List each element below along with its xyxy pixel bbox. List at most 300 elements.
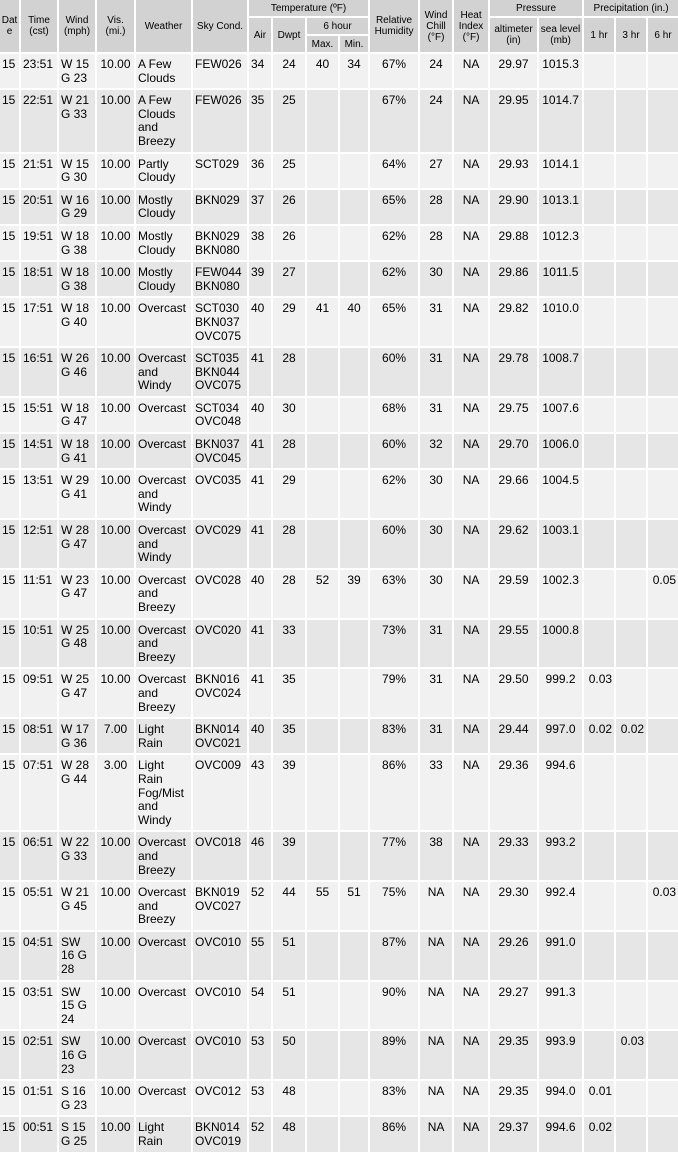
cell-altimeter: 29.88	[490, 226, 537, 260]
cell-sky-condition: BKN019 OVC027	[193, 882, 247, 930]
cell-sea-level: 991.3	[539, 982, 582, 1030]
header-sky-condition: Sky Cond.	[193, 0, 247, 52]
cell-air-temp: 43	[249, 755, 271, 830]
table-row	[0, 398, 678, 432]
cell-min-temp	[340, 755, 368, 830]
cell-wind: W 18 G 40	[59, 298, 95, 346]
cell-min-temp	[340, 932, 368, 980]
cell-time: 12:51	[21, 520, 57, 568]
cell-weather: Overcast and Breezy	[136, 832, 191, 880]
cell-precip-3hr	[616, 262, 646, 296]
cell-heat-index: NA	[454, 570, 488, 618]
cell-precip-6hr: 0.03	[648, 882, 678, 930]
header-pressure: Pressure	[490, 0, 582, 16]
cell-precip-3hr	[616, 154, 646, 188]
cell-precip-3hr: 0.02	[616, 719, 646, 753]
cell-air-temp: 35	[249, 90, 271, 151]
cell-date: 15	[0, 1081, 19, 1115]
cell-wind: W 15 G 23	[59, 54, 95, 88]
cell-max-temp	[307, 1081, 338, 1115]
cell-heat-index: NA	[454, 755, 488, 830]
cell-heat-index: NA	[454, 398, 488, 432]
cell-visibility: 10.00	[97, 298, 134, 346]
cell-sky-condition: OVC018	[193, 832, 247, 880]
cell-weather: Light Rain	[136, 719, 191, 753]
cell-wind: W 28 G 47	[59, 520, 95, 568]
cell-precip-3hr	[616, 298, 646, 346]
cell-dewpoint: 28	[273, 520, 305, 568]
cell-wind-chill: 31	[420, 398, 452, 432]
table-header	[0, 0, 678, 52]
cell-visibility: 10.00	[97, 190, 134, 224]
cell-precip-1hr	[584, 570, 614, 618]
cell-time: 17:51	[21, 298, 57, 346]
cell-dewpoint: 51	[273, 982, 305, 1030]
cell-air-temp: 54	[249, 982, 271, 1030]
cell-sky-condition: BKN016 OVC024	[193, 669, 247, 717]
cell-precip-1hr	[584, 832, 614, 880]
cell-precip-1hr	[584, 226, 614, 260]
cell-relative-humidity: 62%	[370, 262, 418, 296]
cell-sea-level: 1000.8	[539, 620, 582, 668]
cell-heat-index: NA	[454, 298, 488, 346]
cell-precip-6hr	[648, 1081, 678, 1115]
cell-air-temp: 52	[249, 1117, 271, 1151]
header-date: Date	[0, 0, 19, 52]
cell-dewpoint: 26	[273, 226, 305, 260]
cell-visibility: 10.00	[97, 154, 134, 188]
cell-time: 22:51	[21, 90, 57, 151]
cell-dewpoint: 48	[273, 1081, 305, 1115]
table-row	[0, 882, 678, 930]
cell-dewpoint: 33	[273, 620, 305, 668]
cell-sky-condition: BKN014 OVC021	[193, 719, 247, 753]
cell-altimeter: 29.66	[490, 470, 537, 518]
cell-time: 00:51	[21, 1117, 57, 1151]
cell-time: 04:51	[21, 932, 57, 980]
cell-precip-6hr	[648, 620, 678, 668]
cell-visibility: 10.00	[97, 434, 134, 468]
cell-weather: Overcast	[136, 398, 191, 432]
cell-precip-1hr	[584, 932, 614, 980]
cell-weather: Mostly Cloudy	[136, 226, 191, 260]
cell-wind-chill: 30	[420, 570, 452, 618]
cell-altimeter: 29.50	[490, 669, 537, 717]
cell-dewpoint: 29	[273, 470, 305, 518]
cell-wind-chill: NA	[420, 982, 452, 1030]
cell-sea-level: 1013.1	[539, 190, 582, 224]
cell-wind: W 25 G 47	[59, 669, 95, 717]
cell-precip-1hr	[584, 470, 614, 518]
cell-max-temp	[307, 719, 338, 753]
cell-altimeter: 29.35	[490, 1081, 537, 1115]
header-precipitation: Precipitation (in.)	[584, 0, 678, 16]
cell-sky-condition: SCT034 OVC048	[193, 398, 247, 432]
cell-wind: W 25 G 48	[59, 620, 95, 668]
cell-altimeter: 29.95	[490, 90, 537, 151]
cell-air-temp: 53	[249, 1081, 271, 1115]
header-time: Time (cst)	[21, 0, 57, 52]
cell-relative-humidity: 62%	[370, 470, 418, 518]
cell-max-temp: 40	[307, 54, 338, 88]
cell-air-temp: 40	[249, 719, 271, 753]
cell-min-temp: 39	[340, 570, 368, 618]
cell-heat-index: NA	[454, 982, 488, 1030]
cell-time: 03:51	[21, 982, 57, 1030]
cell-precip-3hr	[616, 932, 646, 980]
cell-dewpoint: 39	[273, 832, 305, 880]
cell-precip-3hr	[616, 570, 646, 618]
cell-relative-humidity: 83%	[370, 1081, 418, 1115]
cell-altimeter: 29.30	[490, 882, 537, 930]
cell-visibility: 10.00	[97, 1117, 134, 1151]
cell-sea-level: 1006.0	[539, 434, 582, 468]
cell-altimeter: 29.78	[490, 348, 537, 396]
cell-weather: Overcast and Breezy	[136, 570, 191, 618]
cell-heat-index: NA	[454, 54, 488, 88]
cell-max-temp	[307, 90, 338, 151]
cell-precip-1hr	[584, 190, 614, 224]
cell-relative-humidity: 86%	[370, 755, 418, 830]
cell-heat-index: NA	[454, 90, 488, 151]
table-row	[0, 755, 678, 830]
cell-precip-6hr	[648, 190, 678, 224]
cell-max-temp	[307, 832, 338, 880]
cell-precip-1hr	[584, 90, 614, 151]
cell-air-temp: 46	[249, 832, 271, 880]
cell-precip-3hr	[616, 1117, 646, 1151]
cell-heat-index: NA	[454, 190, 488, 224]
cell-wind-chill: 31	[420, 348, 452, 396]
cell-visibility: 10.00	[97, 570, 134, 618]
cell-min-temp	[340, 470, 368, 518]
cell-wind-chill: 31	[420, 620, 452, 668]
cell-wind: W 16 G 29	[59, 190, 95, 224]
header-dewpoint: Dwpt	[273, 18, 305, 52]
cell-wind-chill: 28	[420, 190, 452, 224]
cell-precip-6hr	[648, 262, 678, 296]
cell-precip-1hr	[584, 755, 614, 830]
cell-relative-humidity: 60%	[370, 348, 418, 396]
cell-sea-level: 1015.3	[539, 54, 582, 88]
cell-air-temp: 40	[249, 570, 271, 618]
cell-max-temp: 52	[307, 570, 338, 618]
cell-altimeter: 29.26	[490, 932, 537, 980]
cell-wind: SW 15 G 24	[59, 982, 95, 1030]
cell-max-temp	[307, 348, 338, 396]
cell-heat-index: NA	[454, 669, 488, 717]
cell-heat-index: NA	[454, 1031, 488, 1079]
cell-min-temp	[340, 190, 368, 224]
cell-date: 15	[0, 982, 19, 1030]
cell-wind-chill: 31	[420, 719, 452, 753]
header-precip-3hr: 3 hr	[616, 18, 646, 52]
cell-min-temp	[340, 719, 368, 753]
table-row	[0, 1031, 678, 1079]
cell-wind-chill: NA	[420, 932, 452, 980]
cell-visibility: 10.00	[97, 54, 134, 88]
cell-time: 08:51	[21, 719, 57, 753]
cell-date: 15	[0, 570, 19, 618]
cell-wind: W 23 G 47	[59, 570, 95, 618]
cell-precip-1hr: 0.01	[584, 1081, 614, 1115]
cell-precip-3hr	[616, 470, 646, 518]
cell-relative-humidity: 68%	[370, 398, 418, 432]
cell-max-temp	[307, 154, 338, 188]
cell-sky-condition: OVC012	[193, 1081, 247, 1115]
cell-sea-level: 1012.3	[539, 226, 582, 260]
cell-heat-index: NA	[454, 620, 488, 668]
cell-wind-chill: NA	[420, 1031, 452, 1079]
cell-precip-1hr	[584, 54, 614, 88]
cell-time: 21:51	[21, 154, 57, 188]
cell-date: 15	[0, 882, 19, 930]
cell-time: 10:51	[21, 620, 57, 668]
cell-precip-1hr	[584, 398, 614, 432]
header-weather: Weather	[136, 0, 191, 52]
cell-precip-3hr: 0.03	[616, 1031, 646, 1079]
cell-date: 15	[0, 154, 19, 188]
table-body	[0, 54, 678, 1152]
cell-time: 18:51	[21, 262, 57, 296]
cell-altimeter: 29.33	[490, 832, 537, 880]
cell-relative-humidity: 87%	[370, 932, 418, 980]
cell-visibility: 10.00	[97, 932, 134, 980]
cell-precip-6hr	[648, 154, 678, 188]
cell-sea-level: 1008.7	[539, 348, 582, 396]
cell-precip-1hr	[584, 620, 614, 668]
cell-visibility: 10.00	[97, 470, 134, 518]
cell-heat-index: NA	[454, 719, 488, 753]
cell-time: 15:51	[21, 398, 57, 432]
cell-time: 16:51	[21, 348, 57, 396]
cell-altimeter: 29.86	[490, 262, 537, 296]
cell-relative-humidity: 60%	[370, 434, 418, 468]
cell-precip-3hr	[616, 982, 646, 1030]
cell-altimeter: 29.90	[490, 190, 537, 224]
cell-wind: SW 16 G 28	[59, 932, 95, 980]
cell-time: 19:51	[21, 226, 57, 260]
cell-precip-6hr	[648, 348, 678, 396]
cell-date: 15	[0, 755, 19, 830]
cell-dewpoint: 27	[273, 262, 305, 296]
cell-relative-humidity: 65%	[370, 298, 418, 346]
cell-date: 15	[0, 262, 19, 296]
cell-precip-1hr	[584, 262, 614, 296]
cell-visibility: 10.00	[97, 262, 134, 296]
cell-min-temp	[340, 520, 368, 568]
cell-visibility: 3.00	[97, 755, 134, 830]
cell-min-temp	[340, 832, 368, 880]
cell-precip-6hr	[648, 719, 678, 753]
cell-heat-index: NA	[454, 1081, 488, 1115]
header-wind-chill: Wind Chill (°F)	[420, 0, 452, 52]
cell-precip-6hr: 0.05	[648, 570, 678, 618]
cell-sky-condition: FEW026	[193, 54, 247, 88]
cell-altimeter: 29.97	[490, 54, 537, 88]
cell-weather: Overcast	[136, 1031, 191, 1079]
cell-heat-index: NA	[454, 520, 488, 568]
cell-precip-3hr	[616, 434, 646, 468]
cell-min-temp: 34	[340, 54, 368, 88]
cell-visibility: 10.00	[97, 620, 134, 668]
cell-precip-6hr	[648, 755, 678, 830]
cell-wind-chill: 30	[420, 262, 452, 296]
cell-precip-3hr	[616, 226, 646, 260]
cell-weather: Mostly Cloudy	[136, 262, 191, 296]
cell-relative-humidity: 90%	[370, 982, 418, 1030]
header-air: Air	[249, 18, 271, 52]
cell-heat-index: NA	[454, 434, 488, 468]
cell-visibility: 10.00	[97, 226, 134, 260]
cell-dewpoint: 29	[273, 298, 305, 346]
cell-date: 15	[0, 620, 19, 668]
header-temperature: Temperature (ºF)	[249, 0, 368, 16]
cell-sea-level: 991.0	[539, 932, 582, 980]
cell-date: 15	[0, 226, 19, 260]
cell-relative-humidity: 73%	[370, 620, 418, 668]
cell-precip-6hr	[648, 1117, 678, 1151]
cell-date: 15	[0, 90, 19, 151]
cell-date: 15	[0, 932, 19, 980]
cell-air-temp: 38	[249, 226, 271, 260]
cell-precip-6hr	[648, 932, 678, 980]
cell-dewpoint: 26	[273, 190, 305, 224]
cell-heat-index: NA	[454, 832, 488, 880]
cell-weather: Overcast and Windy	[136, 470, 191, 518]
cell-min-temp	[340, 669, 368, 717]
cell-max-temp: 55	[307, 882, 338, 930]
cell-wind-chill: 31	[420, 298, 452, 346]
cell-date: 15	[0, 832, 19, 880]
cell-sea-level: 994.6	[539, 755, 582, 830]
cell-wind: W 15 G 30	[59, 154, 95, 188]
cell-max-temp	[307, 190, 338, 224]
cell-altimeter: 29.93	[490, 154, 537, 188]
cell-air-temp: 34	[249, 54, 271, 88]
cell-sea-level: 1002.3	[539, 570, 582, 618]
cell-precip-3hr	[616, 90, 646, 151]
cell-sky-condition: OVC020	[193, 620, 247, 668]
cell-visibility: 10.00	[97, 669, 134, 717]
cell-max-temp	[307, 620, 338, 668]
cell-precip-3hr	[616, 832, 646, 880]
table-row	[0, 832, 678, 880]
cell-wind-chill: 24	[420, 54, 452, 88]
cell-precip-3hr	[616, 669, 646, 717]
cell-air-temp: 53	[249, 1031, 271, 1079]
cell-air-temp: 52	[249, 882, 271, 930]
header-precip-6hr: 6 hr	[648, 18, 678, 52]
cell-weather: Overcast	[136, 932, 191, 980]
cell-date: 15	[0, 1031, 19, 1079]
cell-dewpoint: 35	[273, 719, 305, 753]
cell-wind: S 15 G 25	[59, 1117, 95, 1151]
cell-sea-level: 993.9	[539, 1031, 582, 1079]
cell-heat-index: NA	[454, 1117, 488, 1151]
header-heat-index: Heat Index (°F)	[454, 0, 488, 52]
table-row	[0, 520, 678, 568]
cell-date: 15	[0, 190, 19, 224]
cell-min-temp	[340, 982, 368, 1030]
cell-visibility: 10.00	[97, 520, 134, 568]
cell-air-temp: 39	[249, 262, 271, 296]
cell-air-temp: 41	[249, 470, 271, 518]
cell-precip-1hr: 0.02	[584, 1117, 614, 1151]
cell-max-temp: 41	[307, 298, 338, 346]
header-min: Min.	[340, 36, 368, 52]
cell-min-temp: 51	[340, 882, 368, 930]
cell-precip-6hr	[648, 54, 678, 88]
cell-weather: A Few Clouds	[136, 54, 191, 88]
cell-precip-6hr	[648, 398, 678, 432]
cell-min-temp	[340, 262, 368, 296]
cell-heat-index: NA	[454, 154, 488, 188]
table-row	[0, 434, 678, 468]
cell-time: 06:51	[21, 832, 57, 880]
cell-sky-condition: FEW044 BKN080	[193, 262, 247, 296]
cell-sky-condition: SCT035 BKN044 OVC075	[193, 348, 247, 396]
cell-heat-index: NA	[454, 226, 488, 260]
cell-dewpoint: 44	[273, 882, 305, 930]
cell-relative-humidity: 67%	[370, 54, 418, 88]
cell-precip-6hr	[648, 1031, 678, 1079]
cell-precip-3hr	[616, 620, 646, 668]
cell-dewpoint: 28	[273, 348, 305, 396]
cell-air-temp: 36	[249, 154, 271, 188]
cell-heat-index: NA	[454, 882, 488, 930]
cell-time: 05:51	[21, 882, 57, 930]
cell-min-temp	[340, 1081, 368, 1115]
cell-precip-3hr	[616, 348, 646, 396]
table-row	[0, 932, 678, 980]
cell-max-temp	[307, 755, 338, 830]
cell-precip-6hr	[648, 520, 678, 568]
cell-wind: W 28 G 44	[59, 755, 95, 830]
cell-precip-1hr	[584, 298, 614, 346]
table-row	[0, 90, 678, 151]
cell-wind-chill: 30	[420, 520, 452, 568]
cell-sky-condition: BKN014 OVC019	[193, 1117, 247, 1151]
header-six-hour: 6 hour	[307, 18, 368, 34]
cell-precip-1hr	[584, 882, 614, 930]
cell-precip-6hr	[648, 470, 678, 518]
cell-sky-condition: OVC035	[193, 470, 247, 518]
cell-min-temp	[340, 1031, 368, 1079]
cell-wind: W 18 G 41	[59, 434, 95, 468]
cell-min-temp	[340, 620, 368, 668]
cell-max-temp	[307, 434, 338, 468]
cell-relative-humidity: 67%	[370, 90, 418, 151]
cell-precip-6hr	[648, 832, 678, 880]
cell-min-temp	[340, 154, 368, 188]
cell-date: 15	[0, 434, 19, 468]
cell-sea-level: 994.6	[539, 1117, 582, 1151]
cell-heat-index: NA	[454, 262, 488, 296]
cell-time: 07:51	[21, 755, 57, 830]
cell-visibility: 10.00	[97, 982, 134, 1030]
cell-time: 01:51	[21, 1081, 57, 1115]
cell-altimeter: 29.35	[490, 1031, 537, 1079]
cell-wind: S 16 G 23	[59, 1081, 95, 1115]
cell-relative-humidity: 62%	[370, 226, 418, 260]
cell-dewpoint: 28	[273, 570, 305, 618]
cell-relative-humidity: 65%	[370, 190, 418, 224]
cell-precip-1hr: 0.02	[584, 719, 614, 753]
header-max: Max.	[307, 36, 338, 52]
cell-precip-6hr	[648, 90, 678, 151]
cell-wind-chill: 24	[420, 90, 452, 151]
